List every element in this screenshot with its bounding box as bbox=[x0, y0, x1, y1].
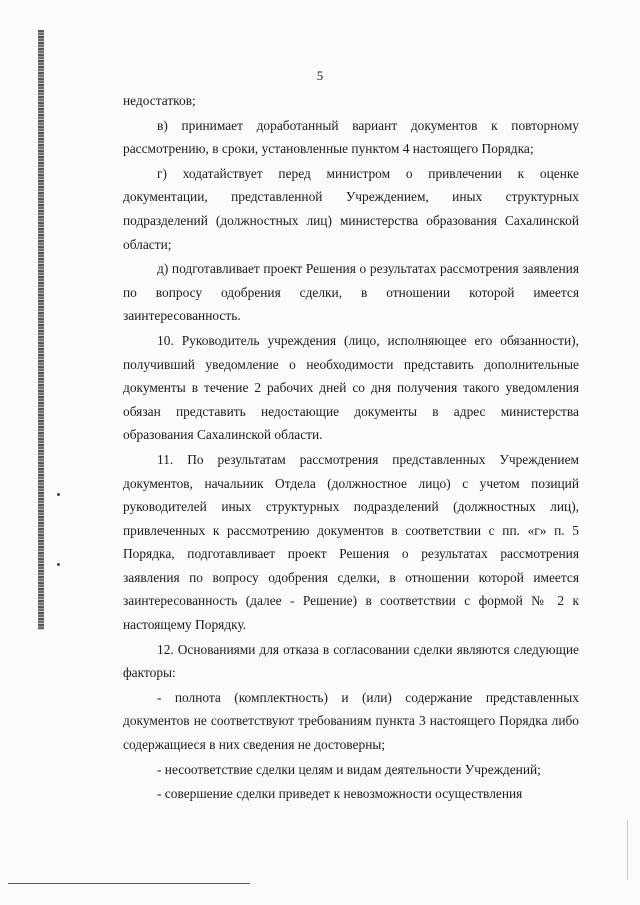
paragraph: - совершение сделки приведет к невозможности осуществления bbox=[157, 786, 523, 802]
paragraph: д) подготавливает проект Решения о результатах рассмотрения заявления по вопросу одобрения сделки, в отношении которой имеется заинтересованность. bbox=[123, 261, 579, 324]
document-body bbox=[123, 89, 579, 806]
paragraph: - несоответствие сделки целям и видам деятельности Учреждений; bbox=[157, 761, 541, 777]
footnote-divider bbox=[8, 883, 250, 884]
paragraph: 12. Основаниями для отказа в согласовании сделки являются следующие факторы: bbox=[123, 641, 579, 681]
scan-right-edge bbox=[627, 820, 628, 880]
scan-edge-artifact bbox=[38, 30, 44, 630]
scan-speck bbox=[57, 493, 60, 496]
paragraph: - полнота (комплектность) и (или) содержание представленных документов не соответствуют требованиям пункта 3 настоящего Порядка либо содержащиеся в них сведения не достоверны; bbox=[123, 689, 579, 753]
scan-speck bbox=[57, 563, 60, 566]
paragraph: в) принимает доработанный вариант документов к повторному рассмотрению, в сроки, установленные пунктом 4 настоящего Порядка; bbox=[123, 117, 579, 157]
paragraph: недостатков; bbox=[123, 93, 196, 108]
paragraph: 11. По результатам рассмотрения представленных Учреждением документов, начальник Отдела (должностное лицо) с учетом позиций руководителей иных структурных подразделений (должностных лиц), привлеченных к рассмотрению документов в соответствии с пп. «г» п. 5 Порядка, подготавливает проект Решения о результатах рассмотрения заявления по вопросу одобрения сделки, в отношении которой имеется заинтересованность (далее - Решение) в соответствии с формой № 2 к настоящему Порядку. bbox=[123, 451, 579, 633]
paragraph: 10. Руководитель учреждения (лицо, исполняющее его обязанности), получивший уведомление о необходимости представить дополнительные документы в течение 2 рабочих дней со дня получения такого уведомления обязан представить недостающие документы в адрес министерства образования Сахалинской области. bbox=[123, 332, 579, 443]
paragraph: г) ходатайствует перед министром о привлечении к оценке документации, представленной Учреждением, иных структурных подразделений (должностных лиц) министерства образования Сахалинской области; bbox=[123, 165, 579, 252]
page-number: 5 bbox=[316, 68, 324, 83]
